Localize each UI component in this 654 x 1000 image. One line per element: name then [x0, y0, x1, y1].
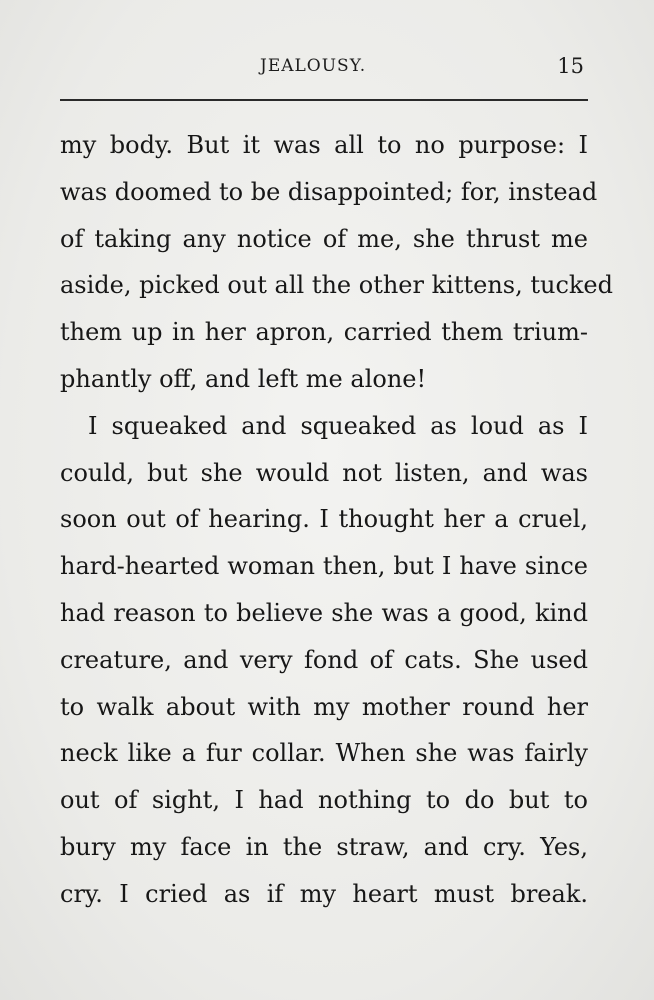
text-line: had reason to believe she was a good, kind — [60, 598, 588, 627]
text-line: neck like a fur collar. When she was fairly — [60, 739, 588, 768]
text-line: could, but she would not listen, and was — [60, 458, 588, 487]
page-number: 15 — [557, 54, 584, 78]
text-line: hard-hearted woman then, but I have since — [60, 552, 588, 581]
body-text — [60, 122, 613, 918]
text-line: to walk about with my mother round her — [60, 692, 588, 721]
text-line: bury my face in the straw, and cry. Yes, — [60, 832, 588, 861]
text-line: phantly off, and left me alone! — [60, 364, 427, 393]
header-rule — [60, 99, 588, 101]
text-line: was doomed to be disappointed; for, instead — [60, 177, 598, 206]
text-line: them up in her apron, carried them trium- — [60, 318, 588, 347]
text-line: my body. But it was all to no purpose: I — [60, 131, 588, 159]
running-title: JEALOUSY. — [260, 56, 367, 76]
text-line: I squeaked and squeaked as loud as I — [88, 411, 588, 440]
text-line: of taking any notice of me, she thrust me — [60, 224, 588, 253]
text-line: aside, picked out all the other kittens, tucked — [60, 271, 613, 300]
text-line: creature, and very fond of cats. She used — [60, 645, 588, 674]
page-header — [60, 54, 588, 84]
text-line: out of sight, I had nothing to do but to — [60, 786, 588, 815]
text-line: cry. I cried as if my heart must break. — [60, 879, 588, 908]
text-line: soon out of hearing. I thought her a cruel, — [60, 505, 588, 534]
